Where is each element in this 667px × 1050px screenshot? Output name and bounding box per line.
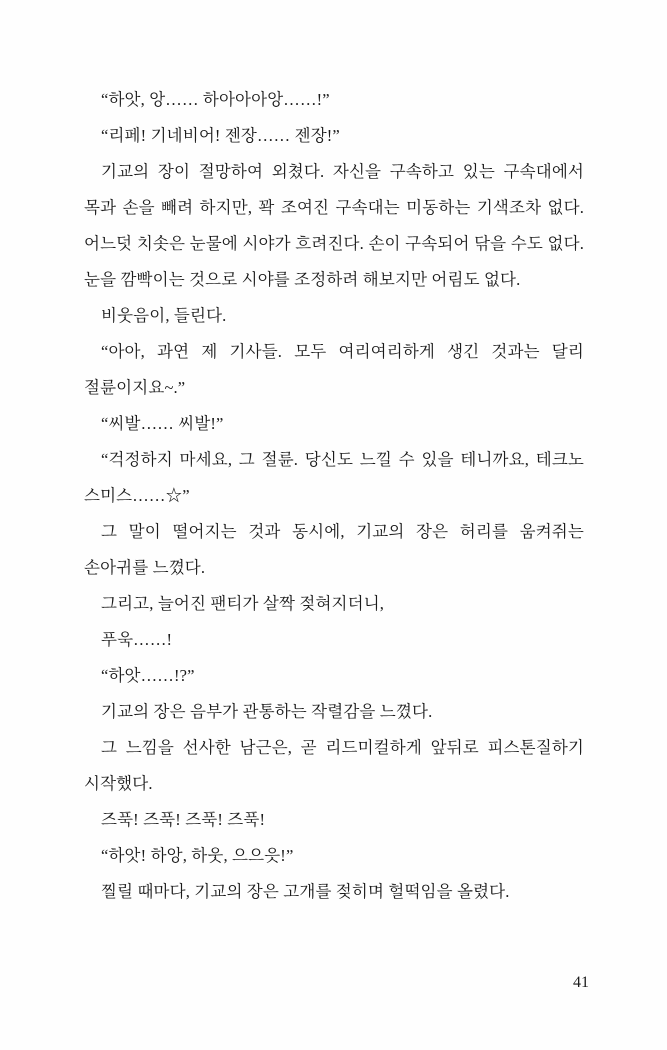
paragraph: “걱정하지 마세요, 그 절륜. 당신도 느낄 수 있을 테니까요, 테크노 스미스……☆” [84,450,584,505]
paragraph: 기교의 장이 절망하여 외쳤다. 자신을 구속하고 있는 구속대에서 목과 손을 빼려 하지만, 꽉 조여진 구속대는 미동하는 기색조차 없다. 어느덧 치솟은 눈물에 시야가 흐려진다. 손이 구속되어 닦을 수도 없다. 눈을 깜빡이는 것으로 시야를 조정하려 해보지만 어림도 없다. [84,162,584,289]
paragraph: “아아, 과연 제 기사들. 모두 여리여리하게 생긴 것과는 달리 절륜이지요~.” [84,342,584,397]
paragraph: “하앗! 하앙, 하웃, 으으읏!” [101,846,294,865]
page-number: 41 [573,974,589,991]
paragraph: 그리고, 늘어진 팬티가 살짝 젖혀지더니, [101,594,385,613]
paragraph: 그 느낌을 선사한 남근은, 곧 리드미컬하게 앞뒤로 피스톤질하기 시작했다. [84,738,584,793]
paragraph: “하앗, 앙…… 하아아아앙……!” [101,90,330,109]
paragraph: “리페! 기네비어! 젠장…… 젠장!” [101,126,340,145]
paragraph: “하앗……!?” [101,666,195,685]
paragraph: 기교의 장은 음부가 관통하는 작렬감을 느꼈다. [101,702,433,721]
paragraph: 비웃음이, 들린다. [101,306,227,325]
paragraph: “씨발…… 씨발!” [101,414,224,433]
paragraph: 그 말이 떨어지는 것과 동시에, 기교의 장은 허리를 움켜쥐는 손아귀를 느꼈다. [84,522,584,577]
body-text-block [84,82,584,910]
paragraph: 찔릴 때마다, 기교의 장은 고개를 젖히며 헐떡임을 올렸다. [101,882,510,901]
paragraph: 즈푹! 즈푹! 즈푹! 즈푹! [101,810,266,829]
paragraph: 푸욱……! [101,630,173,649]
